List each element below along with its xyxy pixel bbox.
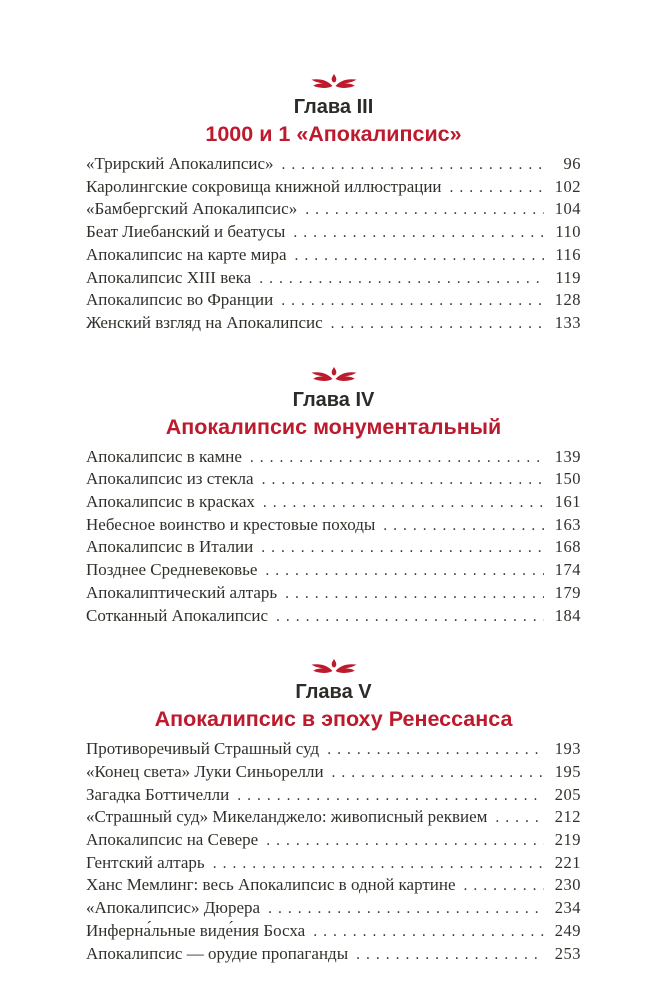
- toc-entry-row: [86, 244, 581, 267]
- toc-entry-row: [86, 153, 581, 176]
- toc-entry-title: Позднее Средневековье: [86, 560, 258, 580]
- dot-leader: [276, 605, 544, 628]
- toc-entry-page-number: 104: [554, 199, 581, 219]
- toc-entry-title: Загадка Боттичелли: [86, 784, 230, 804]
- toc-entry-row: [86, 761, 581, 784]
- dot-leader: [327, 738, 544, 761]
- toc-entry-row: [86, 559, 581, 582]
- toc-entry-row: [86, 943, 581, 966]
- toc-entry-page-number: 133: [554, 312, 581, 332]
- dot-leader: [237, 784, 544, 807]
- toc-entry-page-number: 110: [555, 222, 581, 242]
- dot-leader: [250, 446, 544, 469]
- toc-entry-page-number: 161: [554, 492, 581, 512]
- toc-entry-title: Апокалипсис XIII века: [86, 267, 252, 287]
- toc-entry-title: Небесное воинство и крестовые походы: [86, 514, 376, 534]
- toc-entry-row: [86, 605, 581, 628]
- dot-leader: [356, 943, 544, 966]
- dot-leader: [268, 897, 544, 920]
- toc-entry-row: [86, 176, 581, 199]
- toc-entry-row: [86, 806, 581, 829]
- toc-entry-row: [86, 738, 581, 761]
- dot-leader: [281, 289, 544, 312]
- toc-entry-page-number: 128: [554, 290, 581, 310]
- toc-entry-row: [86, 874, 581, 897]
- toc-entry-page-number: 195: [554, 761, 581, 781]
- chapter-label: Глава V: [295, 681, 372, 704]
- toc-list: [86, 446, 581, 628]
- toc-entry-page-number: 179: [554, 582, 581, 602]
- chapter-section-5: [86, 659, 581, 965]
- dot-leader: [265, 559, 544, 582]
- toc-entry-page-number: 163: [554, 514, 581, 534]
- toc-entry-row: [86, 267, 581, 290]
- toc-entry-row: [86, 514, 581, 537]
- chapter-title: Апокалипсис монументальный: [165, 414, 502, 439]
- toc-entry-row: [86, 446, 581, 469]
- toc-entry-title: Беат Лиебанский и беатусы: [86, 222, 286, 242]
- toc-entry-row: [86, 897, 581, 920]
- toc-entry-row: [86, 221, 581, 244]
- winged-flame-ornament-icon: [86, 659, 581, 676]
- toc-entry-page-number: 230: [554, 875, 581, 895]
- toc-entry-row: [86, 468, 581, 491]
- toc-entry-row: [86, 784, 581, 807]
- dot-leader: [285, 582, 544, 605]
- dot-leader: [262, 468, 544, 491]
- toc-entry-title: Противоречивый Страшный суд: [86, 739, 320, 759]
- toc-entry-title: Гентский алтарь: [86, 852, 205, 872]
- dot-leader: [282, 153, 544, 176]
- dot-leader: [332, 761, 544, 784]
- toc-entry-page-number: 249: [554, 920, 581, 940]
- toc-entry-page-number: 219: [554, 830, 581, 850]
- dot-leader: [261, 536, 544, 559]
- toc-entry-page-number: 168: [554, 537, 581, 557]
- toc-entry-title: Женский взгляд на Апокалипсис: [86, 312, 323, 332]
- chapter-title: 1000 и 1 «Апокалипсис»: [205, 122, 462, 146]
- toc-entry-page-number: 96: [563, 154, 581, 173]
- toc-entry-row: [86, 829, 581, 852]
- toc-entry-title: Ханс Мемлинг: весь Апокалипсис в одной картине: [86, 875, 456, 895]
- dot-leader: [293, 221, 544, 244]
- toc-entry-row: [86, 582, 581, 605]
- toc-entry-title: Апокалиптический алтарь: [86, 582, 278, 602]
- dot-leader: [495, 806, 544, 829]
- toc-entry-title: Апокалипсис — орудие пропаганды: [86, 943, 349, 963]
- toc-entry-title: «Трирский Апокалипсис»: [86, 154, 274, 173]
- dot-leader: [295, 244, 544, 267]
- toc-entry-title: «Конец света» Луки Синьорелли: [86, 761, 324, 781]
- toc-entry-title: «Страшный суд» Микеланджело: живописный реквием: [86, 807, 488, 827]
- dot-leader: [266, 829, 544, 852]
- dot-leader: [263, 491, 544, 514]
- toc-entry-row: [86, 289, 581, 312]
- toc-entry-title: Апокалипсис на Севере: [86, 830, 259, 850]
- toc-entry-page-number: 116: [555, 244, 581, 264]
- dot-leader: [331, 312, 544, 335]
- toc-entry-title: Апокалипсис во Франции: [86, 290, 274, 310]
- toc-entry-page-number: 139: [554, 446, 581, 466]
- toc-entry-row: [86, 491, 581, 514]
- toc-entry-page-number: 205: [554, 784, 581, 804]
- toc-entry-title: «Бамбергский Апокалипсис»: [86, 199, 298, 219]
- toc-entry-page-number: 119: [555, 267, 581, 287]
- toc-entry-title: Апокалипсис в камне: [86, 446, 242, 466]
- toc-entry-page-number: 221: [554, 852, 581, 872]
- toc-list: [86, 153, 581, 335]
- toc-entry-title: Каролингские сокровища книжной иллюстрации: [86, 176, 442, 196]
- toc-entry-row: [86, 312, 581, 335]
- toc-entry-title: Сотканный Апокалипсис: [86, 605, 268, 625]
- toc-entry-title: Апокалипсис в красках: [86, 492, 255, 512]
- chapter-section-4: [86, 367, 581, 628]
- dot-leader: [305, 198, 544, 221]
- dot-leader: [464, 874, 544, 897]
- toc-entry-row: [86, 536, 581, 559]
- chapter-label: Глава IV: [292, 388, 375, 411]
- toc-entry-title: Апокалипсис в Италии: [86, 537, 254, 557]
- toc-entry-page-number: 150: [554, 469, 581, 489]
- toc-entry-page-number: 184: [554, 605, 581, 625]
- dot-leader: [259, 267, 544, 290]
- toc-entry-page-number: 212: [554, 807, 581, 827]
- dot-leader: [313, 920, 544, 943]
- toc-list: [86, 738, 581, 965]
- toc-entry-row: [86, 852, 581, 875]
- toc-entry-row: [86, 920, 581, 943]
- winged-flame-ornament-icon: [86, 367, 581, 384]
- toc-entry-row: [86, 198, 581, 221]
- toc-entry-page-number: 174: [554, 560, 581, 580]
- chapter-section-3: [86, 74, 581, 335]
- chapter-label: Глава III: [293, 96, 374, 118]
- dot-leader: [450, 176, 544, 199]
- chapter-title: Апокалипсис в эпоху Ренессанса: [154, 707, 513, 732]
- dot-leader: [383, 514, 544, 537]
- toc-entry-title: «Апокалипсис» Дюрера: [86, 898, 261, 918]
- toc-entry-title: Апокалипсис из стекла: [86, 469, 254, 489]
- toc-entry-page-number: 193: [554, 739, 581, 759]
- winged-flame-ornament-icon: [86, 74, 581, 91]
- toc-entry-title: Апокалипсис на карте мира: [86, 244, 287, 264]
- toc-entry-page-number: 102: [554, 176, 581, 196]
- toc-entry-page-number: 234: [554, 898, 581, 918]
- toc-entry-page-number: 253: [554, 943, 581, 963]
- dot-leader: [213, 852, 544, 875]
- toc-entry-title: Инферна́льные виде́ния Босха: [86, 920, 306, 940]
